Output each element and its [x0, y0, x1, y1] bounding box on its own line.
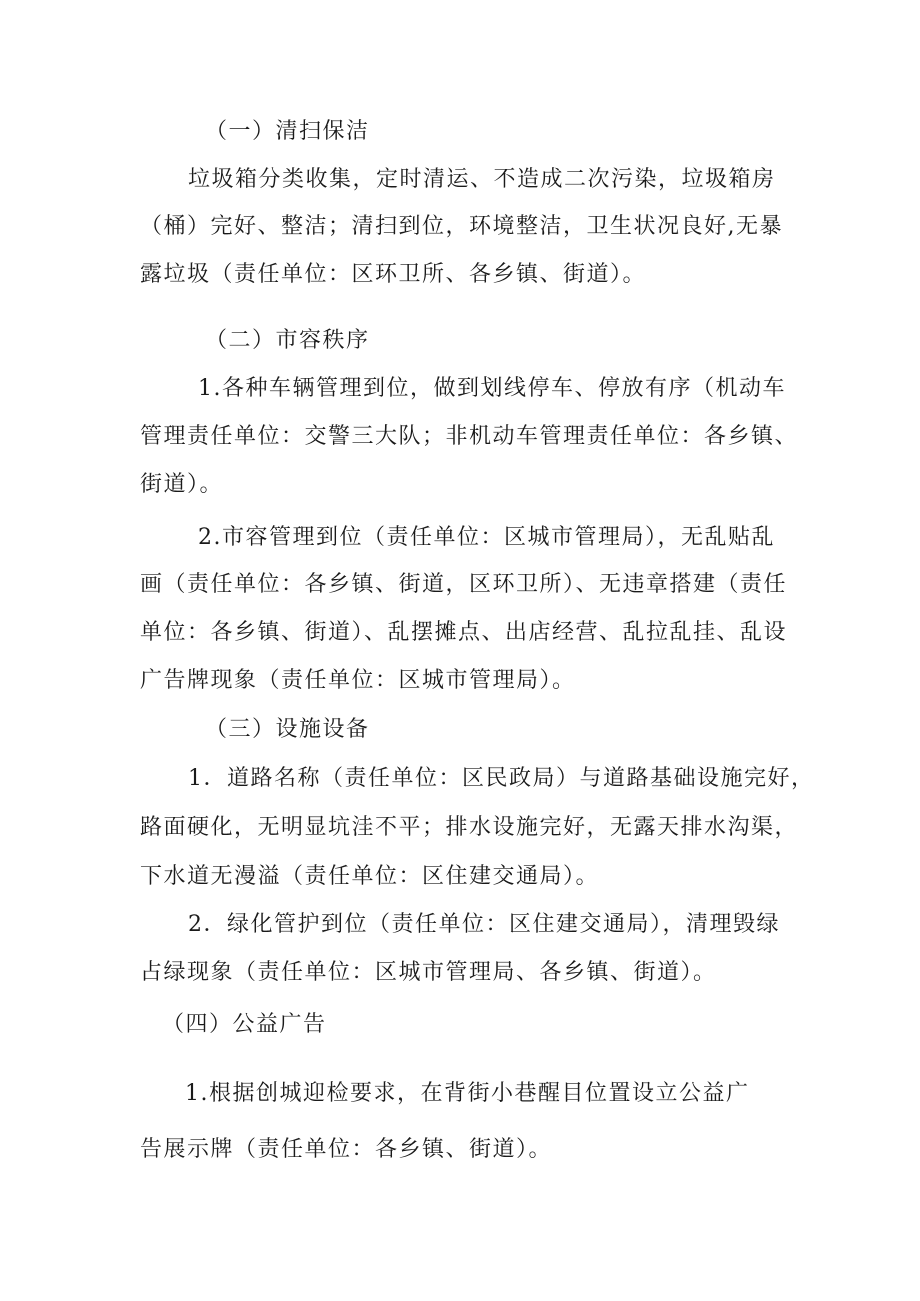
paragraph-line: 垃圾箱分类收集，定时清运、不造成二次污染，垃圾箱房 — [188, 167, 776, 192]
paragraph-line: 告展示牌（责任单位：各乡镇、街道）。 — [140, 1137, 553, 1162]
paragraph-line: 占绿现象（责任单位：区城市管理局、各乡镇、街道）。 — [140, 960, 717, 985]
paragraph-line: 1．道路名称（责任单位：区民政局）与道路基础设施完好， — [188, 766, 815, 791]
paragraph-line: 2.市容管理到位（责任单位：区城市管理局），无乱贴乱 — [198, 525, 775, 550]
paragraph-line: 广告牌现象（责任单位：区城市管理局）。 — [140, 668, 576, 693]
paragraph-line: 2．绿化管护到位（责任单位：区住建交通局），清理毁绿 — [188, 912, 780, 937]
paragraph-line: 单位：各乡镇、街道）、乱摆摊点、出店经营、乱拉乱挂、乱设 — [140, 620, 788, 645]
paragraph-line: 管理责任单位：交警三大队；非机动车管理责任单位：各乡镇、 — [140, 424, 799, 449]
section-heading-4: （四）公益广告 — [162, 1012, 327, 1037]
paragraph-line: 街道）。 — [140, 472, 224, 497]
paragraph-line: 路面硬化，无明显坑洼不平；排水设施完好，无露天排水沟渠， — [140, 815, 799, 840]
paragraph-line: 露垃圾（责任单位：区环卫所、各乡镇、街道）。 — [140, 262, 647, 287]
section-heading-3: （三）设施设备 — [205, 717, 370, 742]
paragraph-line: 1.各种车辆管理到位，做到划线停车、停放有序（机动车 — [198, 376, 786, 401]
paragraph-line: 1.根据创城迎检要求，在背街小巷醒目位置设立公益广 — [185, 1081, 750, 1106]
section-heading-1: （一）清扫保洁 — [205, 119, 370, 144]
paragraph-line: （桶）完好、整洁；清扫到位，环境整洁，卫生状况良好,无暴 — [140, 214, 783, 239]
paragraph-line: 下水道无漫溢（责任单位：区住建交通局）。 — [140, 864, 600, 889]
section-heading-2: （二）市容秩序 — [205, 328, 370, 353]
paragraph-line: 画（责任单位：各乡镇、街道，区环卫所）、无违章搭建（责任 — [140, 572, 788, 597]
